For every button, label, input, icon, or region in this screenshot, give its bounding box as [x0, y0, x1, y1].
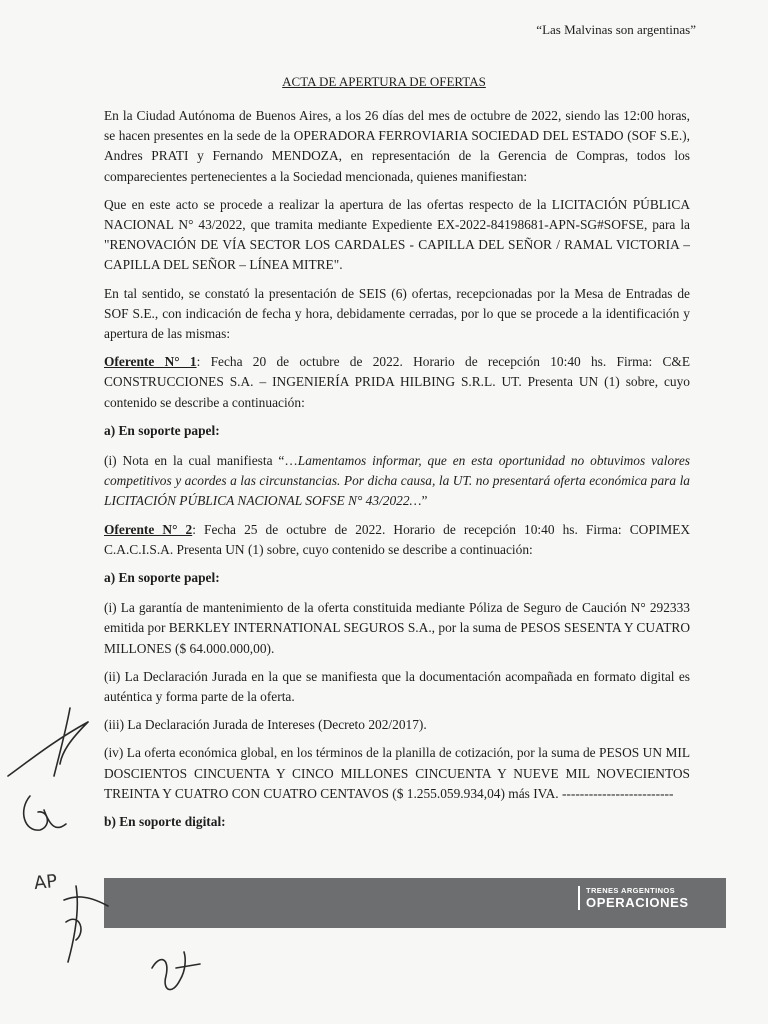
- offer-1-paragraph: [104, 352, 690, 413]
- header-motto: “Las Malvinas son argentinas”: [536, 22, 696, 37]
- offer-2-label: Oferente N° 2: [104, 521, 193, 537]
- logo-line-2: OPERACIONES: [586, 895, 689, 910]
- signature-stroke-3: [64, 886, 108, 962]
- tender-paragraph: Que en este acto se procede a realizar la apertura de las ofertas respecto de la LICITACIÓN PÚBLICA NACIONAL N° 43/2022, que tramita mediante Expediente EX-2022-84198681-APN-SG#SOFSE, para la "RENOVACIÓN DE VÍA SECTOR LOS CARDALES - CAPILLA DEL SEÑOR / RAMAL VICTORIA – CAPILLA DEL SEÑOR – LÍNEA MITRE".: [104, 196, 690, 273]
- offers-count-paragraph: En tal sentido, se constató la presentación de SEIS (6) ofertas, recepcionadas por la Mesa de Entradas de SOF S.E., con indicación de fecha y hora, debidamente cerradas, por lo que se procede a la identificación y apertura de las mismas:: [104, 285, 690, 342]
- signature-stroke-1: [8, 708, 88, 776]
- offer-2-digital-heading: b) En soporte digital:: [104, 814, 226, 830]
- handwritten-signatures: [0, 700, 240, 1024]
- offer-2-item-ii: (ii) La Declaración Jurada en la que se manifiesta que la documentación acompañada en formato digital es auténtica y forma parte de la oferta.: [104, 668, 690, 705]
- signature-stroke-2: [24, 796, 66, 830]
- offer-1-note-prefix: (i) Nota en la cual manifiesta “…: [104, 453, 298, 469]
- offer-1-note-quote: Lamentamos informar, que en esta oportunidad no obtuvimos valores competitivos y acordes a las circunstancias. Por dicha causa, la UT. no presentará oferta económica para la LICITACIÓN PÚBLICA NACIONAL SOFSE N° 43/2022…: [104, 453, 691, 509]
- intro-paragraph: En la Ciudad Autónoma de Buenos Aires, a los 26 días del mes de octubre de 2022, siendo las 12:00 horas, se hacen presentes en la sede de la OPERADORA FERROVIARIA SOCIEDAD DEL ESTADO (SOF S.E.), Andres PRATI y Fernando MENDOZA, en representación de la Gerencia de Compras, todos los comparecientes pertenecientes a la Sociedad mencionada, quienes manifiestan:: [104, 108, 690, 184]
- offer-1-note: [104, 451, 690, 512]
- offer-2-item-iii: (iii) La Declaración Jurada de Intereses (Decreto 202/2017).: [104, 717, 427, 733]
- offer-2-paragraph: [104, 520, 690, 560]
- offer-1-note-suffix: ”: [421, 493, 428, 509]
- trenes-argentinos-logo: [578, 886, 689, 910]
- signature-stroke-4: [152, 952, 200, 990]
- offer-2-item-i: (i) La garantía de mantenimiento de la oferta constituida mediante Póliza de Seguro de Caución N° 292333 emitida por BERKLEY INTERNATIONAL SEGUROS S.A., por la suma de PESOS SESENTA Y CUATRO MILLONES ($ 64.000.000,00).: [104, 600, 690, 656]
- offer-1-label: Oferente N° 1: [104, 354, 197, 370]
- document-title: ACTA DE APERTURA DE OFERTAS: [282, 74, 486, 89]
- offer-2-item-iv: (iv) La oferta económica global, en los términos de la planilla de cotización, por la suma de PESOS UN MIL DOSCIENTOS CINCUENTA Y CINCO MILLONES CINCUENTA Y NUEVE MIL NOVECIENTOS TREINTA Y CUATRO CON CUATRO CENTAVOS ($ 1.255.059.934,04) más IVA. -------------------------: [104, 745, 690, 801]
- handwritten-initials: AP: [32, 870, 59, 895]
- logo-line-1: TRENES ARGENTINOS: [586, 886, 676, 895]
- offer-1-paper-heading: a) En soporte papel:: [104, 422, 220, 438]
- offer-2-text: : Fecha 25 de octubre de 2022. Horario de recepción 10:40 hs. Firma: COPIMEX C.A.C.I.S.A. Presenta UN (1) sobre, cuyo contenido se describe a continuación:: [104, 521, 690, 557]
- offer-1-text: : Fecha 20 de octubre de 2022. Horario de recepción 10:40 hs. Firma: C&E CONSTRUCCIONES S.A. – INGENIERÍA PRIDA HILBING S.R.L. UT. Presenta UN (1) sobre, cuyo contenido se describe a continuación:: [104, 354, 690, 410]
- offer-2-paper-heading: a) En soporte papel:: [104, 570, 220, 586]
